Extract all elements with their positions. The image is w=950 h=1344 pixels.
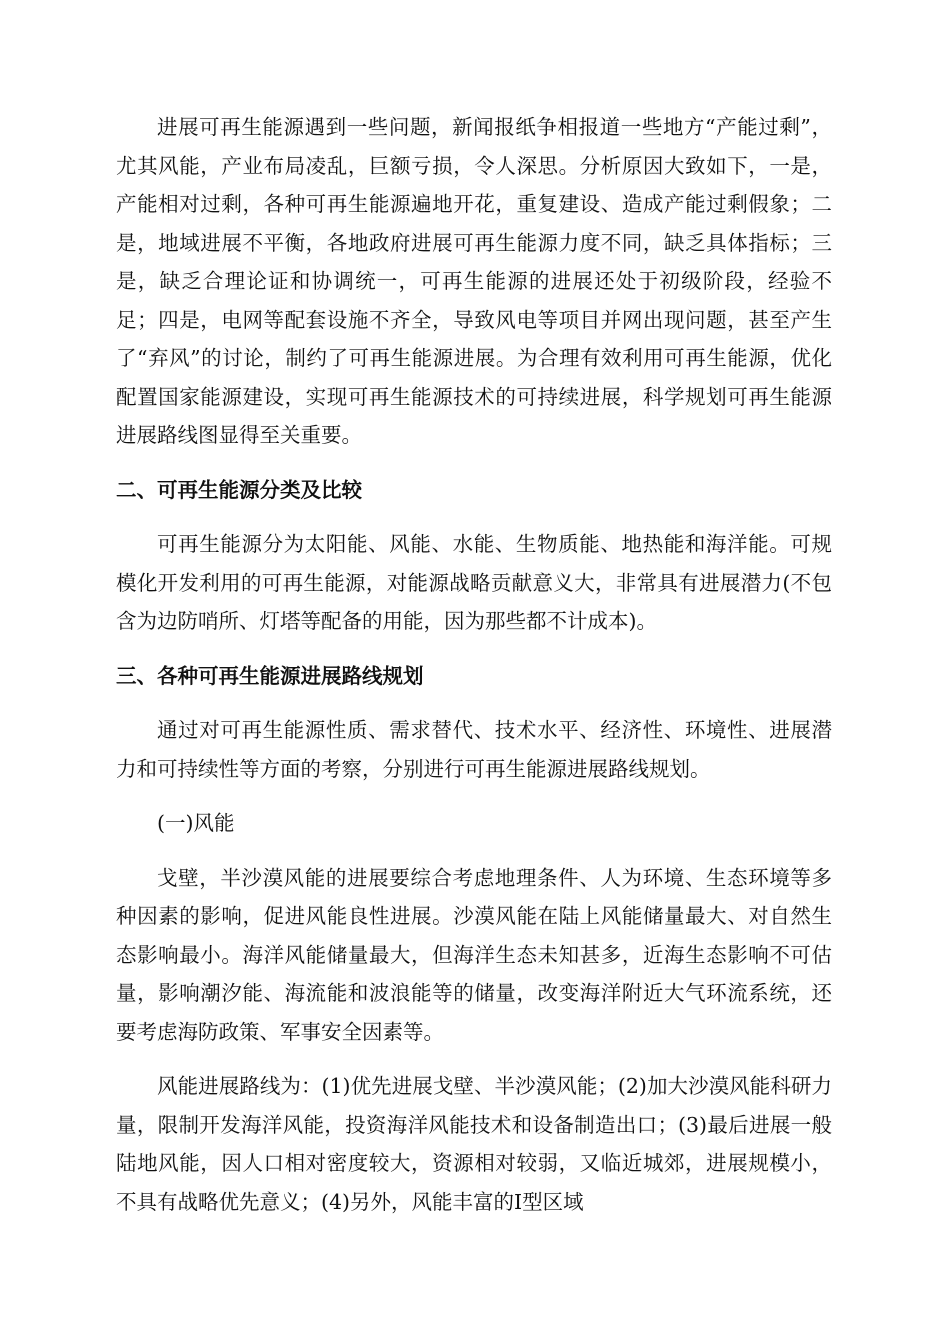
subsection-heading-wind: (一)风能 (157, 811, 235, 835)
paragraph-roadmap-intro: 通过对可再生能源性质、需求替代、技术水平、经济性、环境性、进展潜力和可持续性等方面的考察，分别进行可再生能源进展路线规划。 (116, 718, 832, 781)
paragraph-problems: 进展可再生能源遇到一些问题，新闻报纸争相报道一些地方“产能过剩”，尤其风能，产业布局凌乱，巨额亏损，令人深思。分析原因大致如下，一是，产能相对过剩，各种可再生能源遍地开花，重复建设、造成产能过剩假象；二是，地域进展不平衡，各地政府进展可再生能源力度不同，缺乏具体指标；三是，缺乏合理论证和协调统一，可再生能源的进展还处于初级阶段，经验不足；四是，电网等配套设施不齐全，导致风电等项目并网出现问题，甚至产生了“弃风”的讨论，制约了可再生能源进展。为合理有效利用可再生能源，优化配置国家能源建设，实现可再生能源技术的可持续进展，科学规划可再生能源进展路线图显得至关重要。 (116, 115, 832, 447)
section-heading-roadmap: 三、各种可再生能源进展路线规划 (116, 663, 424, 688)
paragraph-wind-analysis: 戈壁，半沙漠风能的进展要综合考虑地理条件、人为环境、生态环境等多种因素的影响，促进风能良性进展。沙漠风能在陆上风能储量最大、对自然生态影响最小。海洋风能储量最大，但海洋生态未知甚多，近海生态影响不可估量，影响潮汐能、海流能和波浪能等的储量，改变海洋附近大气环流系统，还要考虑海防政策、军事安全因素等。 (116, 865, 832, 1044)
document-body (116, 108, 832, 1221)
section-heading-classification: 二、可再生能源分类及比较 (116, 477, 362, 502)
paragraph-classification: 可再生能源分为太阳能、风能、水能、生物质能、地热能和海洋能。可规模化开发利用的可再生能源，对能源战略贡献意义大，非常具有进展潜力(不包含为边防哨所、灯塔等配备的用能，因为那些都不计成本)。 (116, 532, 832, 633)
paragraph-wind-roadmap: 风能进展路线为：(1)优先进展戈壁、半沙漠风能；(2)加大沙漠风能科研力量，限制开发海洋风能，投资海洋风能技术和设备制造出口；(3)最后进展一般陆地风能，因人口相对密度较大，资源相对较弱，又临近城郊，进展规模小，不具有战略优先意义；(4)另外，风能丰富的Ⅰ型区域 (116, 1074, 832, 1214)
